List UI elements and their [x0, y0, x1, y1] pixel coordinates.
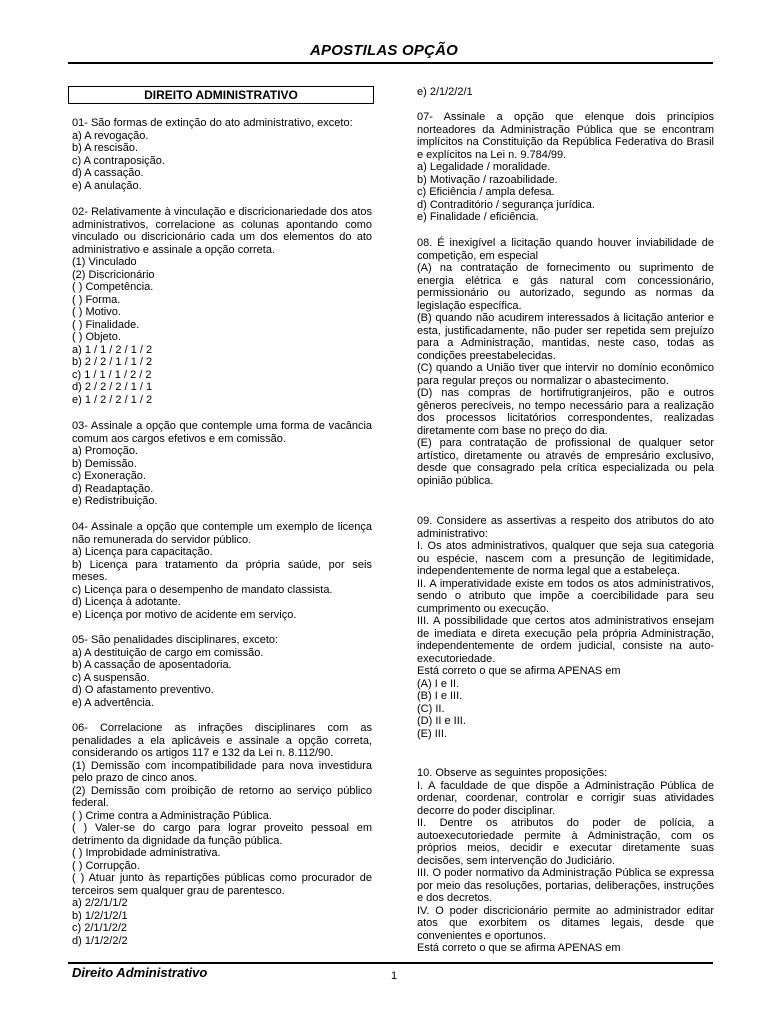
statement-line: Está correto o que se afirma APENAS em	[417, 942, 621, 954]
option-e: e) 1 / 2 / 2 / 1 / 2	[72, 393, 153, 406]
option-e: e) 2/1/2/2/1	[417, 86, 473, 98]
statement-line: IV. O poder discricionário permite ao administrador editar atos que exorbitem os ditames legais, desde que convenientes e oportunos.	[417, 904, 714, 942]
question-07	[417, 111, 714, 224]
question-stem: 02- Relativamente à vinculação e discricionariedade dos atos administrativos, correlacione as colunas apontando como vinculado ou discricionário cada um dos elementos do ato administrativo e assinale a opção correta.	[72, 206, 372, 256]
statement-line: ( ) Competência.	[72, 281, 154, 293]
option-a: a) 1 / 1 / 2 / 1 / 2	[72, 343, 153, 356]
question-stem: 09. Considere as assertivas a respeito dos atributos do ato administrativo:	[417, 515, 714, 540]
option-b: b) 2 / 2 / 1 / 1 / 2	[72, 356, 153, 368]
question-09	[417, 515, 714, 740]
question-04	[72, 521, 372, 621]
option-a: a) 2/2/1/1/2	[72, 897, 128, 909]
option-e: e) Finalidade / eficiência.	[417, 211, 539, 223]
question-10	[417, 767, 714, 955]
option-d: d) Readaptação.	[72, 482, 154, 495]
statement-line: III. A possibilidade que certos atos administrativos ensejam de imediata e direta execução pela própria Administração, independentemente de ordem judicial, consiste na auto-executoriedade.	[417, 615, 714, 665]
statement-line: II. A imperatividade existe em todos os atos administrativos, sendo o atributo que impõe a coercibilidade para seu cumprimento ou execução.	[417, 577, 714, 615]
statement-line: ( ) Motivo.	[72, 306, 121, 318]
question-stem: 05- São penalidades disciplinares, exceto:	[72, 634, 279, 646]
statement-line: III. O poder normativo da Administração Pública se expressa por meio das resoluções, portarias, deliberações, instruções e dos decretos.	[417, 867, 714, 904]
footer-rule	[68, 962, 713, 964]
option-a: (A) I e II.	[417, 677, 460, 690]
page-header-title: APOSTILAS OPÇÃO	[309, 42, 458, 59]
option-e: e) Licença por motivo de acidente em serviço.	[72, 608, 297, 621]
option-b: b) A cassação de aposentadoria.	[72, 659, 232, 671]
option-b: b) Demissão.	[72, 457, 137, 470]
option-c: c) A suspensão.	[72, 671, 150, 684]
option-a: a) Legalidade / moralidade.	[417, 161, 551, 173]
option-d: d) A cassação.	[72, 167, 144, 179]
question-01	[72, 117, 372, 192]
statement-line: ( ) Forma.	[72, 293, 121, 306]
statement-line: (1) Demissão com incompatibilidade para nova investidura pelo prazo de cinco anos.	[72, 759, 372, 784]
option-e: e) Redistribuição.	[72, 495, 158, 507]
question-stem: 07- Assinale a opção que elenque dois princípios norteadores da Administração Pública que se encontram implícitos na Constituição da República Federativa do Brasil e explícitos na Lei n. 9.784/99.	[417, 111, 714, 161]
question-stem: 03- Assinale a opção que contemple uma forma de vacância comum aos cargos efetivos e em comissão.	[72, 420, 372, 445]
statement-line: (1) Vinculado	[72, 256, 137, 268]
option-d: d) 2 / 2 / 2 / 1 / 1	[72, 381, 153, 393]
option-c: (C) II.	[417, 702, 445, 715]
option-c: c) Exoneração.	[72, 470, 146, 482]
option-c: c) 2/1/1/2/2	[72, 922, 128, 934]
statement-line: I. Os atos administrativos, qualquer que seja sua categoria ou espécie, nascem com a presunção de legitimidade, independentemente de norma legal que a estabeleça.	[417, 540, 714, 577]
page-number: 1	[390, 970, 398, 982]
option-c: c) 1 / 1 / 1 / 2 / 2	[72, 368, 152, 381]
option-b: (B) quando não acudirem interessados à licitação anterior e esta, justificadamente, não puder ser repetida sem prejuízo para a Administração, mantidas, neste caso, todas as condições preestabelecidas.	[417, 312, 714, 362]
question-02	[72, 206, 372, 406]
option-e: e) A anulação.	[72, 179, 142, 192]
statement-line: ( ) Atuar junto às repartições públicas como procurador de terceiros sem qualquer grau de parentesco.	[72, 872, 372, 897]
option-c: (C) quando a União tiver que intervir no domínio econômico para regular preços ou normalizar o abastecimento.	[417, 362, 714, 387]
statement-line: ( ) Objeto.	[72, 331, 121, 343]
option-a: a) Licença para capacitação.	[72, 546, 213, 558]
option-a: a) A revogação.	[72, 129, 149, 142]
question-05	[72, 634, 372, 709]
header-rule	[68, 62, 713, 64]
option-d: d) O afastamento preventivo.	[72, 684, 214, 696]
statement-line: (2) Discricionário	[72, 268, 155, 281]
option-a: (A) na contratação de fornecimento ou suprimento de energia elétrica e gás natural com concessionário, permissionário ou autorizado, segundo as normas da legislação específica.	[417, 262, 714, 312]
statement-line: ( ) Crime contra a Administração Pública.	[72, 809, 272, 822]
option-d: (D) II e III.	[417, 715, 466, 727]
option-e: (E) para contratação de profissional de qualquer setor artístico, diretamente ou através de empresário exclusivo, desde que consagrado pela crítica especializada ou pela opinião pública.	[417, 437, 714, 487]
option-b: b) Licença para tratamento da própria saúde, por seis meses.	[72, 558, 372, 583]
question-06	[72, 722, 372, 947]
option-c: c) A contraposição.	[72, 154, 165, 167]
option-a: a) A destituição de cargo em comissão.	[72, 646, 264, 659]
footer-subject: Direito Administrativo	[72, 965, 208, 980]
option-d: (D) nas compras de hortifrutigranjeiros, pão e outros gêneros perecíveis, no tempo necessário para a realização dos processos licitatórios correspondentes, realizadas diretamente com base no preço do dia.	[417, 387, 714, 437]
question-08	[417, 237, 714, 487]
statement-line: II. Dentre os atributos do poder de polícia, a autoexecutoriedade permite à Administração, com os próprios meios, decidir e executar diretamente suas decisões, sem intervenção do Judiciário.	[417, 817, 714, 867]
question-stem: 06- Correlacione as infrações disciplinares com as penalidades a ela aplicáveis e assinale a opção correta, considerando os artigos 117 e 132 da Lei n. 8.112/90.	[72, 722, 372, 759]
option-a: a) Promoção.	[72, 445, 139, 457]
statement-line: (2) Demissão com proibição de retorno ao serviço público federal.	[72, 784, 372, 809]
statement-line: Está correto o que se afirma APENAS em	[417, 665, 621, 677]
question-stem: 04- Assinale a opção que contemple um exemplo de licença não remunerada do servidor público.	[72, 521, 372, 546]
option-d: d) Contraditório / segurança jurídica.	[417, 198, 595, 211]
question-stem: 10. Observe as seguintes proposições:	[417, 767, 608, 779]
option-b: b) A rescisão.	[72, 142, 139, 154]
question-03	[72, 420, 372, 508]
statement-line: I. A faculdade de que dispõe a Administração Pública de ordenar, coordenar, controlar e corrigir suas atividades decorre do poder disciplinar.	[417, 779, 714, 817]
question-06-continued	[417, 86, 714, 99]
statement-line: ( ) Valer-se do cargo para lograr proveito pessoal em detrimento da dignidade da função pública.	[72, 822, 372, 847]
statement-line: ( ) Improbidade administrativa.	[72, 847, 221, 859]
question-stem: 08. É inexigível a licitação quando houver inviabilidade de competição, em especial	[417, 237, 714, 262]
option-e: (E) III.	[417, 727, 447, 740]
option-b: (B) I e III.	[417, 690, 463, 702]
option-d: d) Licença à adotante.	[72, 596, 181, 608]
option-b: b) Motivação / razoabilidade.	[417, 173, 558, 186]
statement-line: ( ) Finalidade.	[72, 318, 140, 331]
option-c: c) Eficiência / ampla defesa.	[417, 186, 555, 198]
statement-line: ( ) Corrupção.	[72, 859, 140, 872]
section-title: DIREITO ADMINISTRATIVO	[68, 86, 374, 104]
option-b: b) 1/2/1/2/1	[72, 909, 128, 922]
option-d: d) 1/1/2/2/2	[72, 934, 128, 947]
option-e: e) A advertência.	[72, 696, 154, 709]
option-c: c) Licença para o desempenho de mandato classista.	[72, 583, 333, 596]
question-stem: 01- São formas de extinção do ato administrativo, exceto:	[72, 117, 353, 129]
